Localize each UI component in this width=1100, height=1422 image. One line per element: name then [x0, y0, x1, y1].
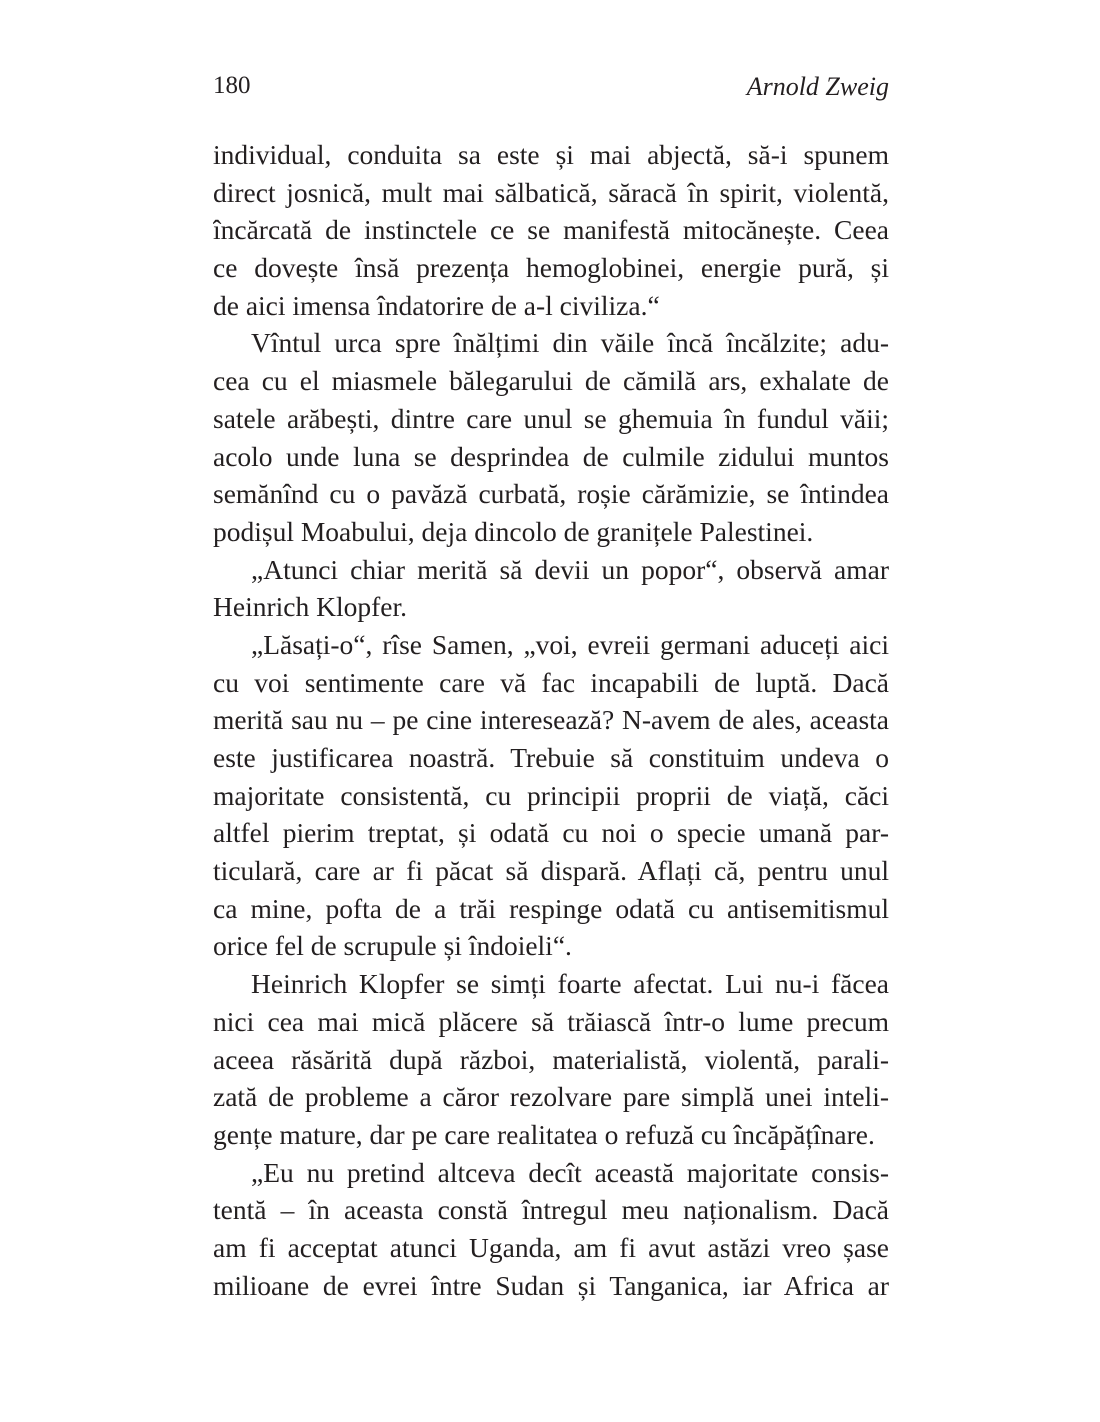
text-line: majoritate consistentă, cu principii proprii de viață, căci: [213, 779, 889, 811]
text-line: altfel pierim treptat, și odată cu noi o specie umană par-: [213, 817, 889, 849]
text-line: satele arăbești, dintre care unul se ghemuia în fundul văii;: [213, 402, 889, 434]
running-title: Arnold Zweig: [746, 72, 889, 101]
text-line: tentă – în aceasta constă întregul meu naționalism. Dacă: [213, 1194, 889, 1226]
page-number: 180: [213, 72, 251, 99]
text-line: Vîntul urca spre înălțimi din văile încă încălzite; adu-: [251, 327, 889, 359]
text-line: merită sau nu – pe cine interesează? N-avem de ales, aceasta: [213, 704, 889, 736]
text-line: cea cu el miasmele bălegarului de cămilă ars, exhalate de: [213, 365, 889, 397]
text-line: acolo unde luna se desprindea de culmile zidului muntos: [213, 440, 889, 472]
text-line: „Eu nu pretind altceva decît această majoritate consis-: [251, 1156, 889, 1188]
text-line: am fi acceptat atunci Uganda, am fi avut astăzi vreo șase: [213, 1231, 889, 1263]
text-line: „Lăsați-o“, rîse Samen, „voi, evreii germani aduceți aici: [251, 628, 889, 660]
text-line: încărcată de instinctele ce se manifestă mitocănește. Ceea: [213, 214, 889, 246]
text-line: „Atunci chiar merită să devii un popor“, observă amar: [251, 553, 889, 585]
page-header: [213, 72, 889, 112]
text-line: Heinrich Klopfer.: [213, 591, 407, 623]
text-line: milioane de evrei între Sudan și Tanganica, iar Africa ar: [213, 1269, 889, 1301]
text-line: de aici imensa îndatorire de a-l civiliza.“: [213, 289, 660, 321]
text-line: orice fel de scrupule și îndoieli“.: [213, 930, 572, 962]
text-line: gențe mature, dar pe care realitatea o refuză cu încăpățînare.: [213, 1118, 875, 1150]
text-line: podișul Moabului, deja dincolo de granițele Palestinei.: [213, 515, 814, 547]
text-line: individual, conduita sa este și mai abjectă, să-i spunem: [213, 139, 889, 170]
text-line: semănînd cu o pavăză curbată, roșie cărămizie, se întindea: [213, 478, 889, 510]
text-line: aceea răsărită după război, materialistă, violentă, parali-: [213, 1043, 889, 1075]
text-line: Heinrich Klopfer se simți foarte afectat. Lui nu-i făcea: [251, 968, 889, 1000]
body-text: [213, 136, 889, 1304]
text-line: nici cea mai mică plăcere să trăiască într-o lume precum: [213, 1005, 889, 1037]
text-line: ca mine, pofta de a trăi respinge odată cu antisemitismul: [213, 892, 889, 924]
text-line: cu voi sentimente care vă fac incapabili de luptă. Dacă: [213, 666, 889, 698]
text-line: este justificarea noastră. Trebuie să constituim undeva o: [213, 742, 889, 773]
text-line: direct josnică, mult mai sălbatică, săracă în spirit, violentă,: [213, 176, 889, 208]
text-line: ticulară, care ar fi păcat să dispară. Aflați că, pentru unul: [213, 855, 889, 887]
text-line: ce dovește însă prezența hemoglobinei, energie pură, și: [213, 252, 889, 284]
text-line: zată de probleme a căror rezolvare pare simplă unei inteli-: [213, 1081, 889, 1113]
